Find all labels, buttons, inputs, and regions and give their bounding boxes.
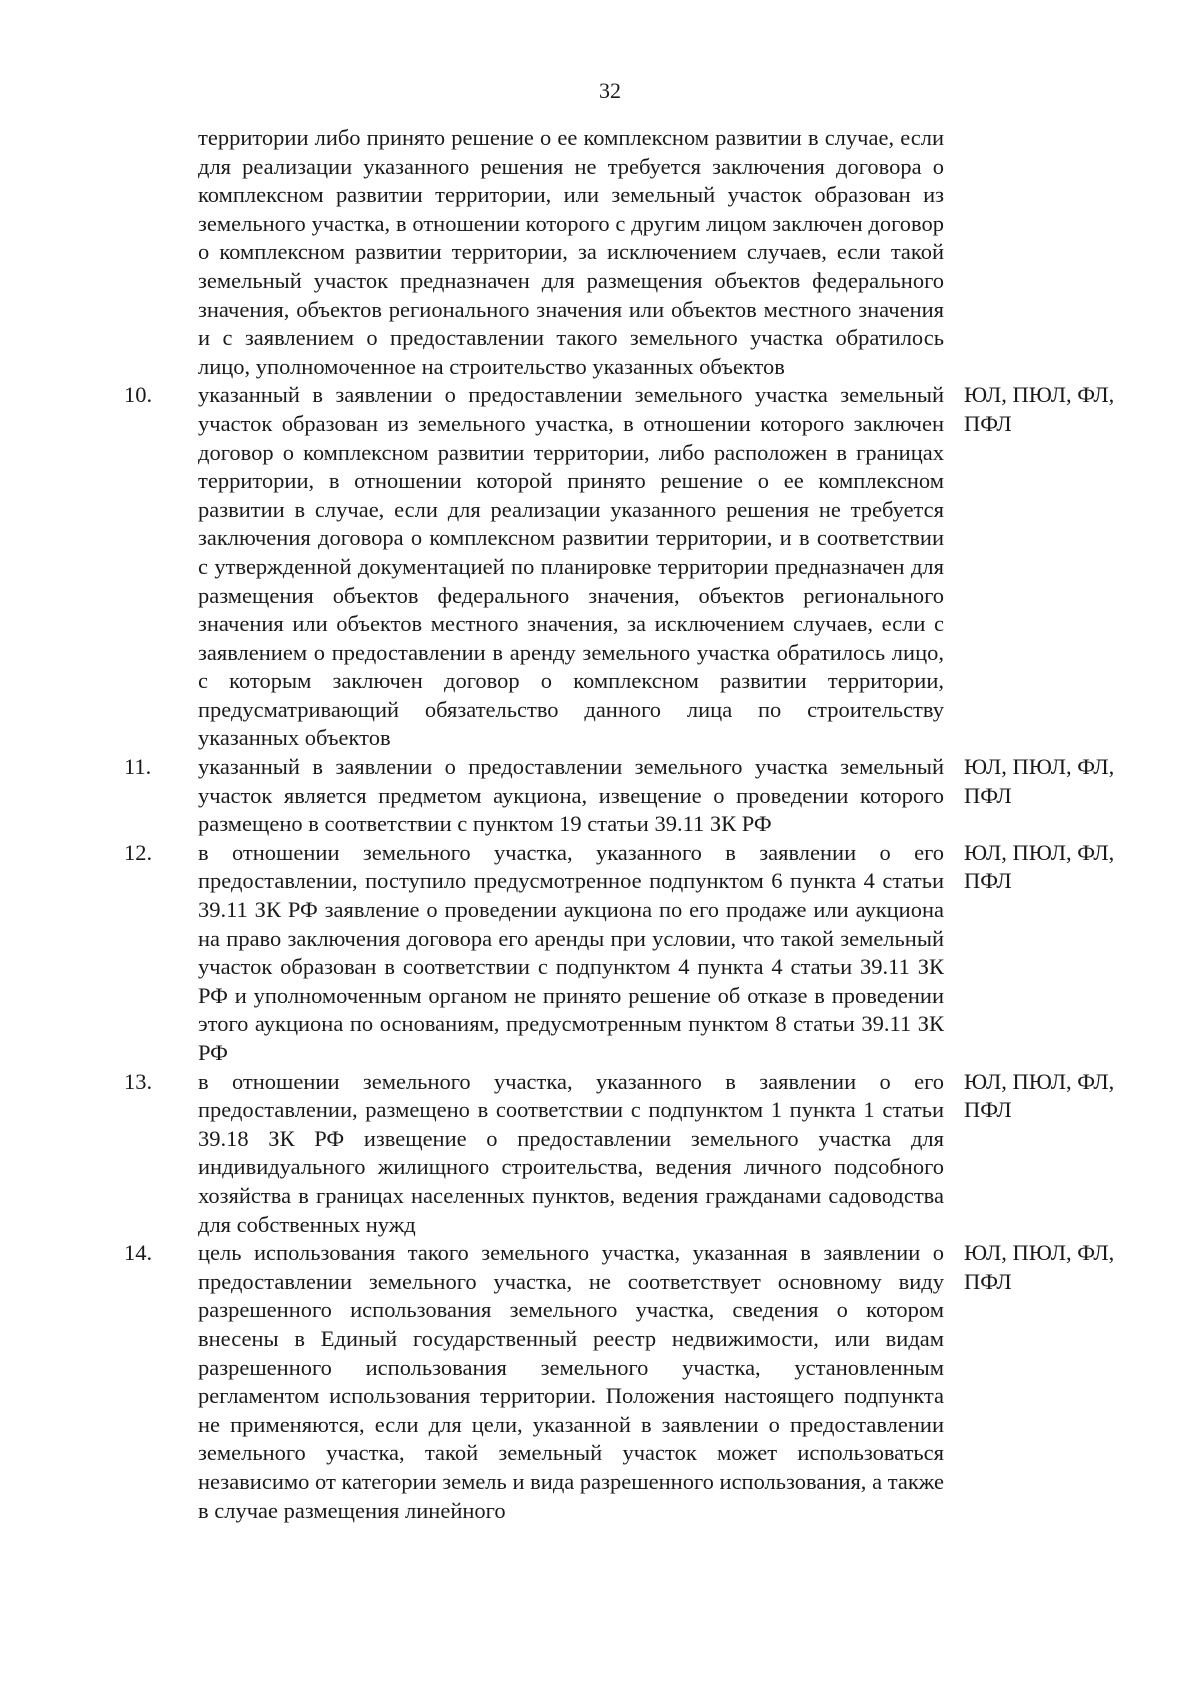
item-number: 12. [124, 839, 153, 865]
applicant-categories: ЮЛ, ПЮЛ, ФЛ, ПФЛ [964, 1240, 1115, 1294]
item-text: территории либо принято решение о ее комплексном развитии в случае, если для реализации указанного решения не требуется заключения договора о комплексном развитии территории, или земельный участок образован из земельного участка, в отношении которого с другим лицом заключен договор о комплексном развитии территории, за исключением случаев, если такой земельный участок предназначен для размещения объектов федерального значения, объектов регионального значения или объектов местного значения и с заявлением о предоставлении такого земельного участка обратилось лицо, уполномоченное на строительство указанных объектов [198, 125, 944, 379]
table-row [124, 1068, 1164, 1240]
applicant-categories: ЮЛ, ПЮЛ, ФЛ, ПФЛ [964, 382, 1115, 436]
item-number: 11. [124, 754, 152, 780]
document-table [124, 124, 1164, 1525]
applicant-categories [950, 124, 1164, 381]
item-text: в отношении земельного участка, указанного в заявлении о его предоставлении, размещено в соответствии с подпунктом 1 пункта 1 статьи 39.18 ЗК РФ извещение о предоставлении земельного участка для индивидуального жилищного строительства, ведения личного подсобного хозяйства в границах населенных пунктов, ведения гражданами садоводства для собственных нужд [198, 1068, 944, 1237]
table-row [124, 124, 1164, 381]
page-number: 32 [599, 78, 621, 103]
table-row [124, 1239, 1164, 1525]
table-row [124, 381, 1164, 753]
table-row [124, 753, 1164, 839]
applicant-categories: ЮЛ, ПЮЛ, ФЛ, ПФЛ [964, 754, 1115, 808]
item-number: 10. [124, 382, 153, 408]
table-row [124, 839, 1164, 1068]
item-number [124, 124, 198, 381]
item-text: указанный в заявлении о предоставлении земельного участка земельный участок является предметом аукциона, извещение о проведении которого размещено в соответствии с пунктом 19 статьи 39.11 ЗК РФ [198, 754, 944, 837]
applicant-categories: ЮЛ, ПЮЛ, ФЛ, ПФЛ [964, 1068, 1115, 1123]
item-text: в отношении земельного участка, указанного в заявлении о его предоставлении, поступило предусмотренное подпунктом 6 пункта 4 статьи 39.11 ЗК РФ заявление о проведении аукциона по его продаже или аукциона на право заключения договора его аренды при условии, что такой земельный участок образован в соответствии с подпунктом 4 пункта 4 статьи 39.11 ЗК РФ и уполномоченным органом не принято решение об отказе в проведении этого аукциона по основаниям, предусмотренным пунктом 8 статьи 39.11 ЗК РФ [198, 839, 944, 1065]
item-number: 13. [124, 1068, 153, 1094]
item-number: 14. [124, 1240, 153, 1266]
item-text: указанный в заявлении о предоставлении земельного участка земельный участок образован из земельного участка, в отношении которого заключен договор о комплексном развитии территории, либо расположен в границах территории, в отношении которой принято решение о ее комплексном развитии в случае, если для реализации указанного решения не требуется заключения договора о комплексном развитии территории, и в соответствии с утвержденной документацией по планировке территории предназначен для размещения объектов федерального значения, объектов регионального значения или объектов местного значения, за исключением случаев, если с заявлением о предоставлении в аренду земельного участка обратилось лицо, с которым заключен договор о комплексном развитии территории, предусматривающий обязательство данного лица по строительству указанных объектов [198, 382, 944, 751]
applicant-categories: ЮЛ, ПЮЛ, ФЛ, ПФЛ [964, 839, 1115, 894]
item-text: цель использования такого земельного участка, указанная в заявлении о предоставлении земельного участка, не соответствует основному виду разрешенного использования земельного участка, сведения о котором внесены в Единый государственный реестр недвижимости, или видам разрешенного использования земельного участка, установленным регламентом использования территории. Положения настоящего подпункта не применяются, если для цели, указанной в заявлении о предоставлении земельного участка, такой земельный участок может использоваться независимо от категории земель и вида разрешенного использования, а также в случае размещения линейного [198, 1240, 944, 1523]
